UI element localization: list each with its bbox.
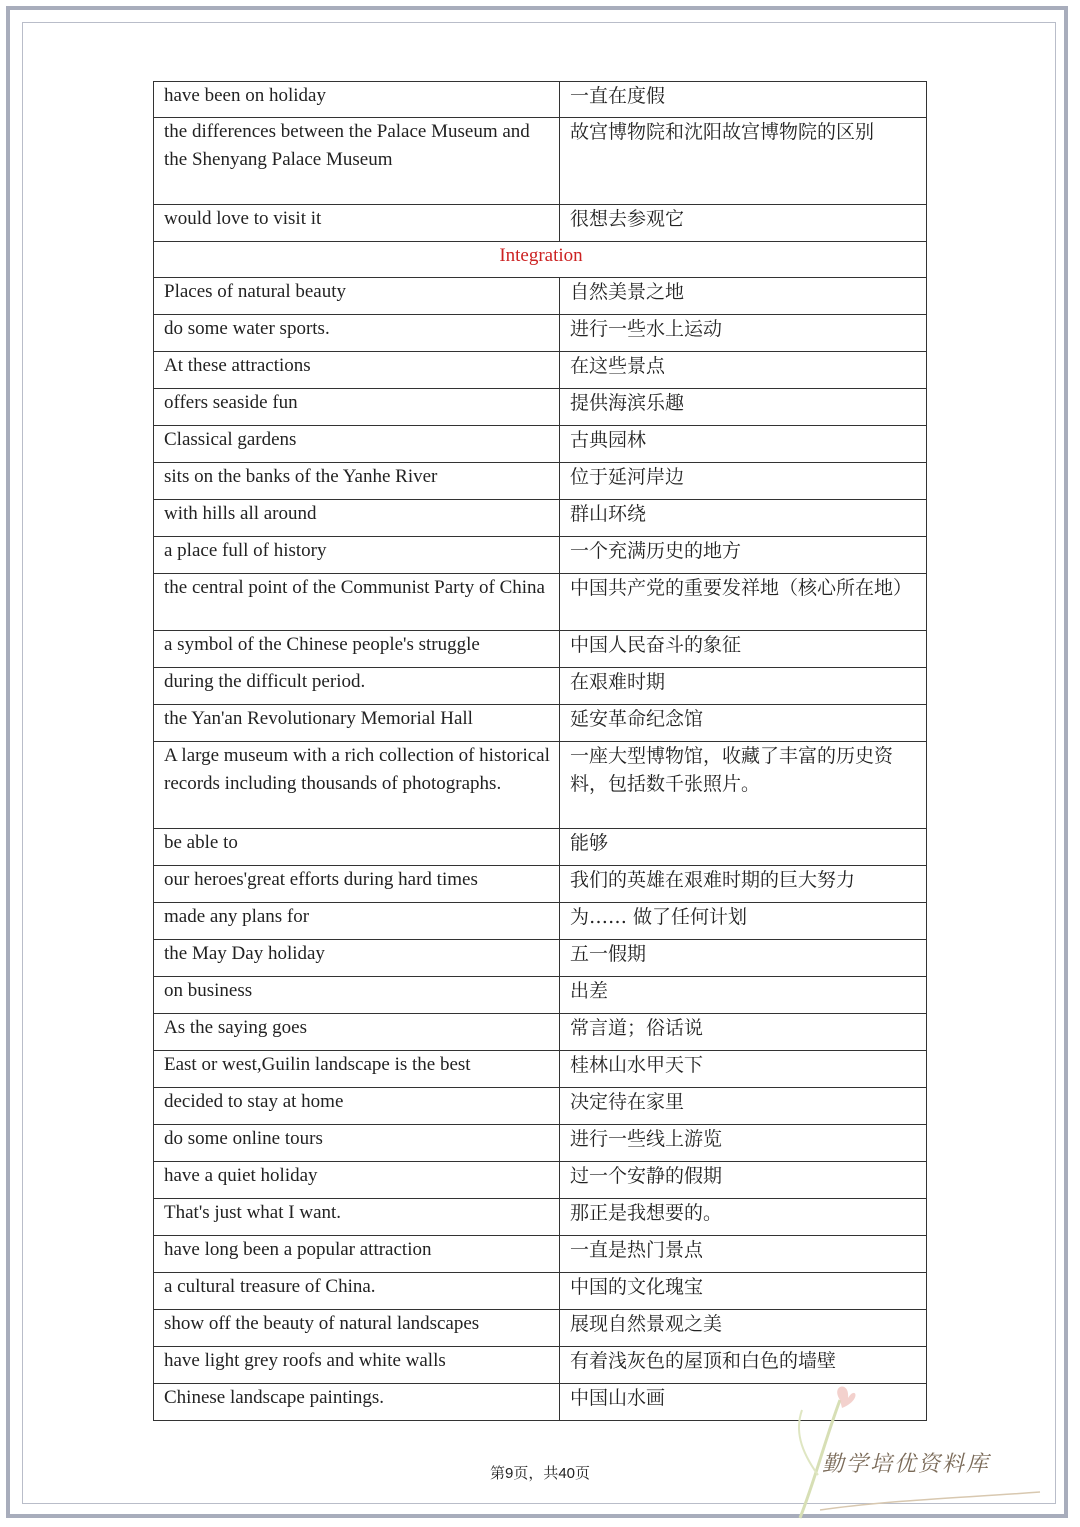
table-row bbox=[154, 1051, 927, 1088]
chinese-translation: 出差 bbox=[560, 977, 927, 1014]
table-row bbox=[154, 1125, 927, 1162]
chinese-translation: 能够 bbox=[560, 829, 927, 866]
table-row bbox=[154, 705, 927, 742]
table-row bbox=[154, 1162, 927, 1199]
chinese-translation: 一个充满历史的地方 bbox=[560, 537, 927, 574]
english-phrase: the central point of the Communist Party of China bbox=[154, 574, 560, 631]
english-phrase: our heroes'great efforts during hard times bbox=[154, 866, 560, 903]
chinese-translation: 五一假期 bbox=[560, 940, 927, 977]
table-row bbox=[154, 742, 927, 829]
chinese-translation: 中国人民奋斗的象征 bbox=[560, 631, 927, 668]
table-row bbox=[154, 537, 927, 574]
table-row bbox=[154, 1310, 927, 1347]
table-row bbox=[154, 500, 927, 537]
english-phrase: offers seaside fun bbox=[154, 389, 560, 426]
english-phrase: the Yan'an Revolutionary Memorial Hall bbox=[154, 705, 560, 742]
chinese-translation: 我们的英雄在艰难时期的巨大努力 bbox=[560, 866, 927, 903]
chinese-translation: 决定待在家里 bbox=[560, 1088, 927, 1125]
table-row bbox=[154, 1273, 927, 1310]
table-row bbox=[154, 1014, 927, 1051]
english-phrase: be able to bbox=[154, 829, 560, 866]
chinese-translation: 在艰难时期 bbox=[560, 668, 927, 705]
english-phrase: Chinese landscape paintings. bbox=[154, 1384, 560, 1421]
section-header-row bbox=[154, 242, 927, 278]
english-phrase: do some water sports. bbox=[154, 315, 560, 352]
table-row bbox=[154, 278, 927, 315]
english-phrase: with hills all around bbox=[154, 500, 560, 537]
chinese-translation: 一直是热门景点 bbox=[560, 1236, 927, 1273]
chinese-translation: 群山环绕 bbox=[560, 500, 927, 537]
chinese-translation: 在这些景点 bbox=[560, 352, 927, 389]
chinese-translation: 桂林山水甲天下 bbox=[560, 1051, 927, 1088]
english-phrase: have light grey roofs and white walls bbox=[154, 1347, 560, 1384]
english-phrase: East or west,Guilin landscape is the best bbox=[154, 1051, 560, 1088]
chinese-translation: 自然美景之地 bbox=[560, 278, 927, 315]
chinese-translation: 一座大型博物馆，收藏了丰富的历史资料，包括数千张照片。 bbox=[560, 742, 927, 829]
table-row bbox=[154, 82, 927, 118]
english-phrase: would love to visit it bbox=[154, 205, 560, 242]
chinese-translation: 进行一些水上运动 bbox=[560, 315, 927, 352]
table-row bbox=[154, 829, 927, 866]
english-phrase: made any plans for bbox=[154, 903, 560, 940]
vocabulary-table bbox=[153, 81, 927, 1421]
table-row bbox=[154, 205, 927, 242]
english-phrase: during the difficult period. bbox=[154, 668, 560, 705]
english-phrase: a cultural treasure of China. bbox=[154, 1273, 560, 1310]
watermark-text: 勤学培优资料库 bbox=[822, 1452, 991, 1477]
chinese-translation: 中国共产党的重要发祥地（核心所在地） bbox=[560, 574, 927, 631]
table-row bbox=[154, 315, 927, 352]
table-row bbox=[154, 426, 927, 463]
table-row bbox=[154, 668, 927, 705]
table-row bbox=[154, 866, 927, 903]
table-row bbox=[154, 631, 927, 668]
english-phrase: the differences between the Palace Museum and the Shenyang Palace Museum bbox=[154, 118, 560, 205]
section-title: Integration bbox=[154, 242, 927, 278]
table-row bbox=[154, 1199, 927, 1236]
chinese-translation: 过一个安静的假期 bbox=[560, 1162, 927, 1199]
vocabulary-table-body bbox=[154, 82, 927, 1421]
english-phrase: show off the beauty of natural landscapes bbox=[154, 1310, 560, 1347]
chinese-translation: 很想去参观它 bbox=[560, 205, 927, 242]
table-row bbox=[154, 574, 927, 631]
english-phrase: have been on holiday bbox=[154, 82, 560, 118]
table-row bbox=[154, 977, 927, 1014]
english-phrase: At these attractions bbox=[154, 352, 560, 389]
chinese-translation: 为…… 做了任何计划 bbox=[560, 903, 927, 940]
english-phrase: the May Day holiday bbox=[154, 940, 560, 977]
table-row bbox=[154, 940, 927, 977]
chinese-translation: 展现自然景观之美 bbox=[560, 1310, 927, 1347]
english-phrase: on business bbox=[154, 977, 560, 1014]
english-phrase: sits on the banks of the Yanhe River bbox=[154, 463, 560, 500]
english-phrase: have long been a popular attraction bbox=[154, 1236, 560, 1273]
chinese-translation: 常言道；俗话说 bbox=[560, 1014, 927, 1051]
chinese-translation: 位于延河岸边 bbox=[560, 463, 927, 500]
chinese-translation: 提供海滨乐趣 bbox=[560, 389, 927, 426]
page-number: 第9页，共40页 bbox=[489, 1465, 591, 1482]
chinese-translation: 有着浅灰色的屋顶和白色的墙壁 bbox=[560, 1347, 927, 1384]
table-row bbox=[154, 352, 927, 389]
english-phrase: do some online tours bbox=[154, 1125, 560, 1162]
english-phrase: That's just what I want. bbox=[154, 1199, 560, 1236]
table-row bbox=[154, 1088, 927, 1125]
chinese-translation: 古典园林 bbox=[560, 426, 927, 463]
table-row bbox=[154, 903, 927, 940]
english-phrase: decided to stay at home bbox=[154, 1088, 560, 1125]
table-row bbox=[154, 1236, 927, 1273]
english-phrase: a symbol of the Chinese people's struggle bbox=[154, 631, 560, 668]
table-row bbox=[154, 1347, 927, 1384]
english-phrase: Classical gardens bbox=[154, 426, 560, 463]
table-row bbox=[154, 118, 927, 205]
chinese-translation: 那正是我想要的。 bbox=[560, 1199, 927, 1236]
chinese-translation: 进行一些线上游览 bbox=[560, 1125, 927, 1162]
english-phrase: A large museum with a rich collection of historical records including thousands of photographs. bbox=[154, 742, 560, 829]
english-phrase: Places of natural beauty bbox=[154, 278, 560, 315]
english-phrase: As the saying goes bbox=[154, 1014, 560, 1051]
chinese-translation: 中国山水画 bbox=[560, 1384, 927, 1421]
chinese-translation: 一直在度假 bbox=[560, 82, 927, 118]
chinese-translation: 故宫博物院和沈阳故宫博物院的区别 bbox=[560, 118, 927, 205]
english-phrase: a place full of history bbox=[154, 537, 560, 574]
chinese-translation: 中国的文化瑰宝 bbox=[560, 1273, 927, 1310]
table-row bbox=[154, 463, 927, 500]
table-row bbox=[154, 389, 927, 426]
english-phrase: have a quiet holiday bbox=[154, 1162, 560, 1199]
chinese-translation: 延安革命纪念馆 bbox=[560, 705, 927, 742]
